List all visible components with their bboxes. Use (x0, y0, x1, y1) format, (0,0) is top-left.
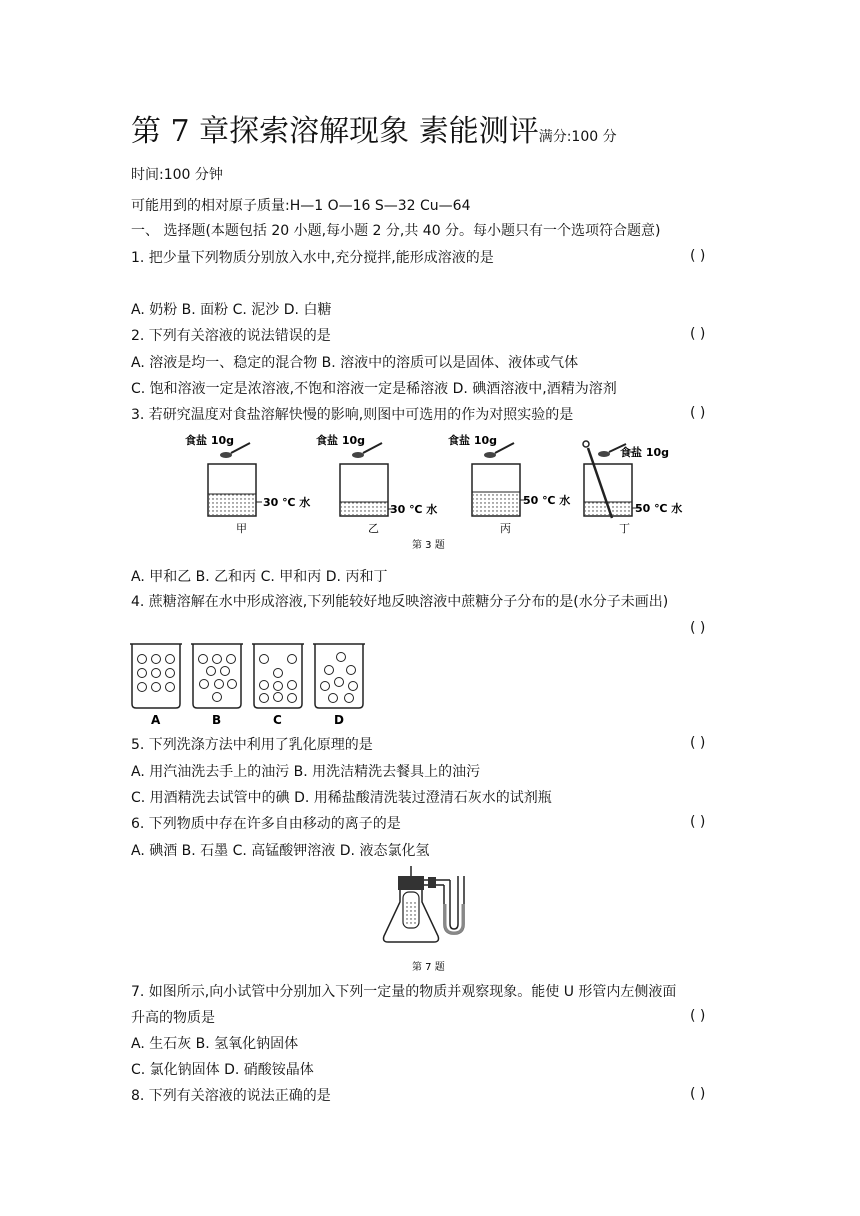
salt-label-ding: 食盐 10g (620, 446, 670, 459)
atomic-mass-line: 可能用到的相对原子质量:H—1 O—16 S—32 Cu—64 (131, 198, 471, 214)
time-line: 时间:100 分钟 (131, 167, 223, 183)
q4-stem: 4. 蔗糖溶解在水中形成溶液,下列能较好地反映溶液中蔗糖分子分布的是(水分子未画出) (131, 594, 669, 610)
q3-figure-caption: 第 3 题 (412, 540, 445, 551)
beaker-jia (185, 433, 310, 535)
q1-stem: 1. 把少量下列物质分别放入水中,充分搅拌,能形成溶液的是 (131, 250, 494, 266)
q7-stem-line2: 升高的物质是 (131, 1010, 215, 1026)
beaker-ding (583, 441, 682, 535)
q3-answer-blank: ( ) (690, 405, 706, 421)
beaker-yi (316, 433, 437, 535)
beaker-bing (448, 433, 570, 535)
q7-options-ab: A. 生石灰 B. 氢氧化钠固体 (131, 1036, 299, 1052)
water-label-ding: 50 ℃ 水 (635, 502, 683, 515)
salt-label-jia: 食盐 10g (185, 434, 235, 447)
q3-figure (180, 430, 700, 555)
q4-figure (128, 640, 368, 728)
title-text: 第 7 章探索溶解现象 素能测评 (131, 114, 539, 149)
q5-options-cd: C. 用酒精洗去试管中的碘 D. 用稀盐酸清洗装过澄清石灰水的试剂瓶 (131, 790, 552, 806)
u-tube (424, 876, 464, 934)
q2-stem: 2. 下列有关溶液的说法错误的是 (131, 328, 331, 344)
molecule-beaker-c (252, 644, 304, 727)
salt-label-bing: 食盐 10g (448, 434, 498, 447)
water-label-bing: 50 ℃ 水 (523, 494, 571, 507)
q4-label-b: B (212, 713, 222, 727)
beaker-label-yi: 乙 (368, 522, 379, 535)
q2-options-ab: A. 溶液是均一、稳定的混合物 B. 溶液中的溶质可以是固体、液体或气体 (131, 355, 579, 371)
section-heading: 一、 选择题(本题包括 20 小题,每小题 2 分,共 40 分。每小题只有一个选项符合题意) (131, 223, 661, 239)
q7-options-cd: C. 氯化钠固体 D. 硝酸铵晶体 (131, 1062, 314, 1078)
beaker-label-bing: 丙 (500, 522, 511, 535)
q4-answer-blank: ( ) (690, 620, 706, 636)
beaker-label-jia: 甲 (236, 522, 247, 535)
q3-stem: 3. 若研究温度对食盐溶解快慢的影响,则图中可选用的作为对照实验的是 (131, 407, 574, 423)
q3-options: A. 甲和乙 B. 乙和丙 C. 甲和丙 D. 丙和丁 (131, 569, 388, 585)
q2-answer-blank: ( ) (690, 326, 706, 342)
water-label-yi: 30 ℃ 水 (390, 503, 438, 516)
q7-figure-caption: 第 7 题 (412, 962, 445, 973)
molecule-beaker-a (130, 644, 182, 727)
q8-answer-blank: ( ) (690, 1086, 706, 1102)
score-text: 满分:100 分 (538, 129, 617, 145)
q1-answer-blank: ( ) (690, 248, 706, 264)
beaker-label-ding: 丁 (619, 522, 630, 535)
q5-stem: 5. 下列洗涤方法中利用了乳化原理的是 (131, 737, 373, 753)
q6-stem: 6. 下列物质中存在许多自由移动的离子的是 (131, 816, 401, 832)
page-title (131, 106, 617, 150)
molecule-beaker-b (191, 644, 243, 727)
q5-options-ab: A. 用汽油洗去手上的油污 B. 用洗洁精洗去餐具上的油污 (131, 764, 481, 780)
q6-options: A. 碘酒 B. 石墨 C. 高锰酸钾溶液 D. 液态氯化氢 (131, 843, 430, 859)
salt-label-yi: 食盐 10g (316, 434, 366, 447)
q4-label-a: A (151, 713, 161, 727)
molecule-beaker-d (313, 644, 365, 727)
q1-options: A. 奶粉 B. 面粉 C. 泥沙 D. 白糖 (131, 302, 332, 318)
q8-stem: 8. 下列有关溶液的说法正确的是 (131, 1088, 331, 1104)
q2-options-cd: C. 饱和溶液一定是浓溶液,不饱和溶液一定是稀溶液 D. 碘酒溶液中,酒精为溶剂 (131, 381, 617, 397)
q4-label-c: C (273, 713, 282, 727)
q7-stem-line1: 7. 如图所示,向小试管中分别加入下列一定量的物质并观察现象。能使 U 形管内左侧液面 (131, 984, 677, 1000)
q5-answer-blank: ( ) (690, 735, 706, 751)
water-label-jia: 30 ℃ 水 (263, 496, 311, 509)
q6-answer-blank: ( ) (690, 814, 706, 830)
q4-label-d: D (334, 713, 344, 727)
q7-answer-blank: ( ) (690, 1008, 706, 1024)
q7-figure (378, 866, 498, 976)
